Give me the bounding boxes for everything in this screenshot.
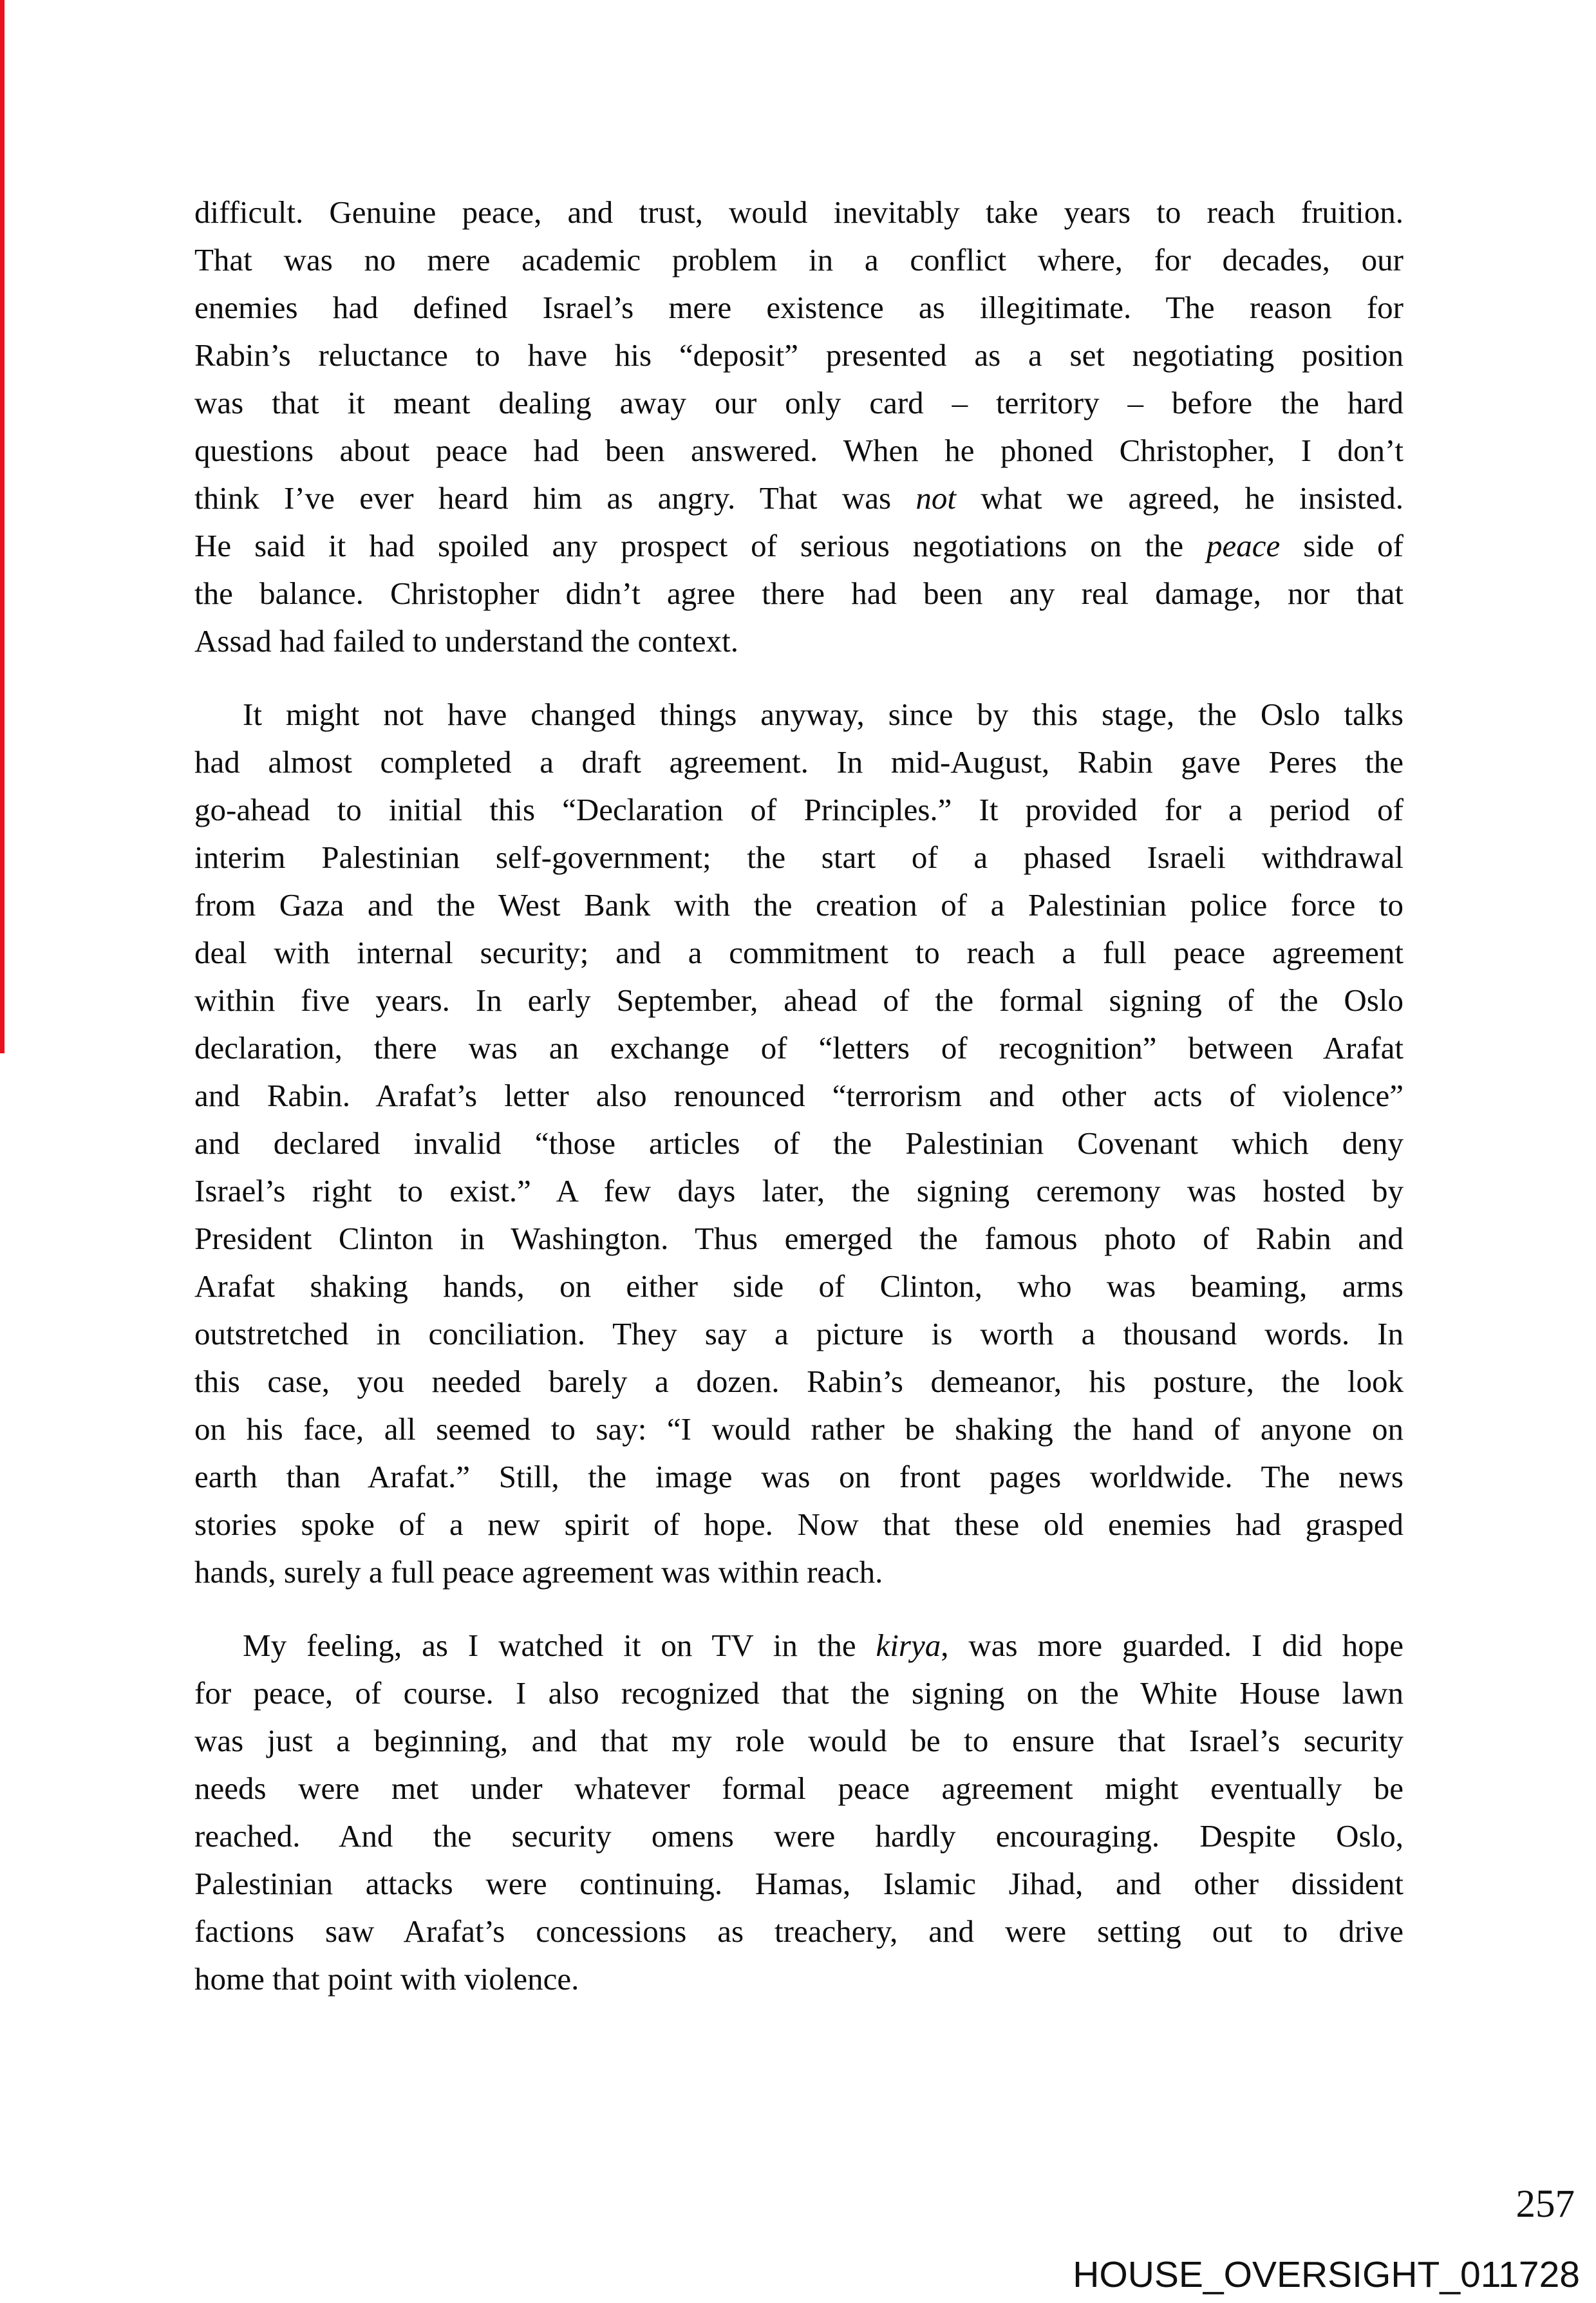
text-segment: and Rabin. Arafat’s letter also renounced “terrorism and other acts of violence” [194, 1078, 1404, 1113]
text-segment: Rabin’s reluctance to have his “deposit” presented as a set negotiating position [194, 337, 1404, 373]
text-segment: for peace, of course. I also recognized that the signing on the White House lawn [194, 1675, 1404, 1711]
text-segment: go-ahead to initial this “Declaration of Principles.” It provided for a period of [194, 792, 1404, 827]
text-line [194, 475, 1404, 522]
text-segment: It might not have changed things anyway, since by this stage, the Oslo talks [243, 697, 1404, 732]
italic-text: peace [1206, 528, 1281, 563]
text-line [194, 1310, 1404, 1358]
text-line [194, 522, 1404, 570]
text-line [194, 1072, 1404, 1120]
text-line [194, 1263, 1404, 1310]
text-segment: from Gaza and the West Bank with the creation of a Palestinian police force to [194, 887, 1404, 923]
text-line [194, 1024, 1404, 1072]
text-segment: side of [1280, 528, 1404, 563]
text-line [194, 236, 1404, 284]
text-segment: declaration, there was an exchange of “letters of recognition” between Arafat [194, 1030, 1404, 1066]
text-line [194, 1501, 1404, 1548]
text-segment: , was more guarded. I did hope [941, 1628, 1404, 1663]
page-number: 257 [1516, 2183, 1575, 2226]
text-segment: home that point with violence. [194, 1961, 579, 1997]
text-line [194, 1955, 1404, 2003]
text-line [194, 834, 1404, 881]
text-segment: needs were met under whatever formal peace agreement might eventually be [194, 1771, 1404, 1806]
text-line [194, 881, 1404, 929]
text-segment: stories spoke of a new spirit of hope. Now that these old enemies had grasped [194, 1507, 1404, 1542]
paragraph-3 [194, 1622, 1404, 2003]
text-line [194, 1405, 1404, 1453]
text-line [194, 189, 1404, 236]
italic-text: not [915, 480, 956, 516]
text-line [194, 1860, 1404, 1908]
text-segment: was that it meant dealing away our only card – territory – before the hard [194, 385, 1404, 420]
text-line [194, 379, 1404, 427]
text-segment: what we agreed, he insisted. [956, 480, 1404, 516]
text-line [194, 738, 1404, 786]
text-segment: outstretched in conciliation. They say a picture is worth a thousand words. In [194, 1316, 1404, 1351]
text-line [194, 1717, 1404, 1765]
text-line [194, 570, 1404, 617]
text-line [194, 1167, 1404, 1215]
text-segment: President Clinton in Washington. Thus emerged the famous photo of Rabin and [194, 1221, 1404, 1256]
text-segment: this case, you needed barely a dozen. Rabin’s demeanor, his posture, the look [194, 1364, 1404, 1399]
body-text [194, 189, 1404, 2003]
text-segment: had almost completed a draft agreement. In mid-August, Rabin gave Peres the [194, 744, 1404, 780]
text-segment: reached. And the security omens were hardly encouraging. Despite Oslo, [194, 1818, 1404, 1854]
text-segment: My feeling, as I watched it on TV in the [243, 1628, 876, 1663]
paragraph-1 [194, 189, 1404, 665]
text-segment: earth than Arafat.” Still, the image was on front pages worldwide. The news [194, 1459, 1404, 1494]
text-segment: enemies had defined Israel’s mere existence as illegitimate. The reason for [194, 290, 1404, 325]
text-segment: Arafat shaking hands, on either side of Clinton, who was beaming, arms [194, 1268, 1404, 1304]
text-segment: Palestinian attacks were continuing. Hamas, Islamic Jihad, and other dissident [194, 1866, 1404, 1901]
text-line [194, 284, 1404, 332]
text-line [194, 786, 1404, 834]
text-segment: and declared invalid “those articles of the Palestinian Covenant which deny [194, 1125, 1404, 1161]
text-segment: deal with internal security; and a commitment to reach a full peace agreement [194, 935, 1404, 970]
text-line [194, 1669, 1404, 1717]
text-segment: within five years. In early September, ahead of the formal signing of the Oslo [194, 982, 1404, 1018]
text-segment: questions about peace had been answered. When he phoned Christopher, I don’t [194, 433, 1404, 468]
text-line [194, 691, 1404, 738]
text-segment: interim Palestinian self-government; the start of a phased Israeli withdrawal [194, 840, 1404, 875]
text-segment: hands, surely a full peace agreement was within reach. [194, 1554, 883, 1590]
text-line [194, 1548, 1404, 1596]
text-line [194, 1622, 1404, 1669]
text-line [194, 929, 1404, 977]
paragraph-2 [194, 691, 1404, 1596]
text-line [194, 1358, 1404, 1405]
text-segment: think I’ve ever heard him as angry. That was [194, 480, 916, 516]
text-line [194, 1812, 1404, 1860]
text-line [194, 332, 1404, 379]
text-segment: He said it had spoiled any prospect of serious negotiations on the [194, 528, 1207, 563]
text-segment: difficult. Genuine peace, and trust, would inevitably take years to reach fruition. [194, 194, 1404, 230]
text-line [194, 1215, 1404, 1263]
italic-text: kirya [876, 1628, 941, 1663]
text-segment: factions saw Arafat’s concessions as treachery, and were setting out to drive [194, 1913, 1404, 1949]
text-segment: the balance. Christopher didn’t agree there had been any real damage, nor that [194, 576, 1404, 611]
text-line [194, 1908, 1404, 1955]
text-line [194, 1453, 1404, 1501]
text-line [194, 1765, 1404, 1812]
text-segment: on his face, all seemed to say: “I would rather be shaking the hand of anyone on [194, 1411, 1404, 1447]
bates-number: HOUSE_OVERSIGHT_011728 [1073, 2254, 1580, 2295]
text-segment: was just a beginning, and that my role would be to ensure that Israel’s security [194, 1723, 1404, 1758]
text-line [194, 617, 1404, 665]
text-segment: That was no mere academic problem in a conflict where, for decades, our [194, 242, 1404, 277]
text-line [194, 427, 1404, 475]
text-line [194, 977, 1404, 1024]
text-segment: Assad had failed to understand the context. [194, 623, 739, 659]
text-line [194, 1120, 1404, 1167]
red-edge-mark [0, 0, 5, 1053]
text-segment: Israel’s right to exist.” A few days later, the signing ceremony was hosted by [194, 1173, 1404, 1208]
